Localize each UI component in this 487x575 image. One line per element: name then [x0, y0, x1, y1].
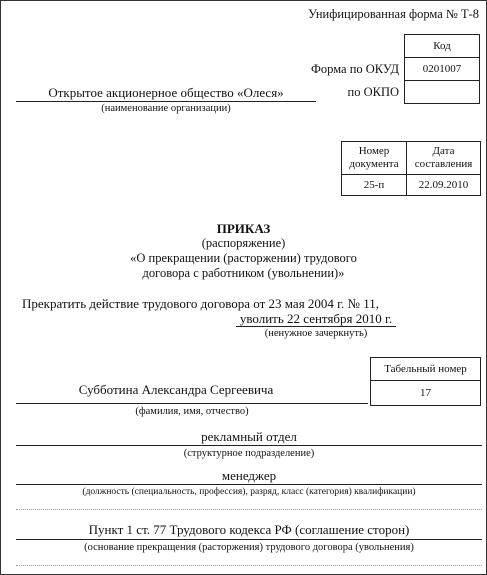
tabel-box	[370, 357, 481, 406]
organization-underline	[16, 101, 316, 102]
document-date-header-line1: Дата	[432, 145, 455, 158]
employee-name-caption: (фамилия, имя, отчество)	[135, 406, 249, 417]
position-caption: (должность (специальность, профессия), разряд, класс (категория) квалификации)	[82, 487, 416, 497]
document-title: ПРИКАЗ	[216, 221, 271, 236]
document-number-header-line2: документа	[349, 158, 399, 170]
document-number: 25-п	[342, 175, 407, 196]
basis-caption: (основание прекращения (расторжения) трудового договора (увольнения)	[84, 542, 414, 553]
document-description-line2: договора с работником (увольнении)»	[142, 266, 345, 280]
document-number-header-line1: Номер	[358, 145, 390, 158]
kod-header: Код	[405, 35, 480, 58]
position-name: менеджер	[221, 468, 277, 483]
okud-label: Форма по ОКУД	[311, 62, 399, 76]
okpo-code	[405, 81, 480, 104]
position-underline	[16, 484, 482, 485]
tabel-number: 17	[371, 381, 481, 406]
document-subtitle: (распоряжение)	[201, 236, 286, 250]
code-box	[404, 34, 480, 104]
dismiss-date-line: уволить 22 сентября 2010 г.	[239, 311, 393, 326]
terminate-caption: (ненужное зачеркнуть)	[264, 328, 368, 339]
employee-name-underline	[16, 403, 368, 404]
unified-form-label: Унифицированная форма № Т-8	[308, 7, 479, 21]
employee-name: Субботина Александра Сергеевича	[78, 382, 274, 397]
okpo-label: по ОКПО	[347, 85, 399, 99]
document-date-header	[407, 142, 481, 175]
organization-caption: (наименование организации)	[101, 103, 231, 114]
terminate-underline	[236, 326, 396, 327]
blank-line	[16, 509, 482, 510]
basis-text: Пункт 1 ст. 77 Трудового кодекса РФ (соглашение сторон)	[88, 522, 410, 537]
tabel-header: Табельный номер	[371, 358, 481, 381]
okud-code: 0201007	[405, 58, 480, 81]
organization-name: Открытое акционерное общество «Олеся»	[48, 85, 284, 100]
document-date: 22.09.2010	[407, 175, 481, 196]
document-description-line1: «О прекращении (расторжении) трудового	[130, 251, 357, 265]
department-caption: (структурное подразделение)	[183, 448, 315, 459]
document-date-header-line2: составления	[414, 158, 473, 170]
bottom-blank-line	[16, 565, 482, 566]
department-name: рекламный отдел	[201, 429, 297, 444]
document-number-header	[342, 142, 407, 175]
basis-underline	[16, 539, 482, 540]
document-box	[341, 141, 481, 196]
department-underline	[16, 445, 482, 446]
terminate-contract-line: Прекратить действие трудового договора от 23 мая 2004 г. № 11,	[22, 296, 379, 311]
